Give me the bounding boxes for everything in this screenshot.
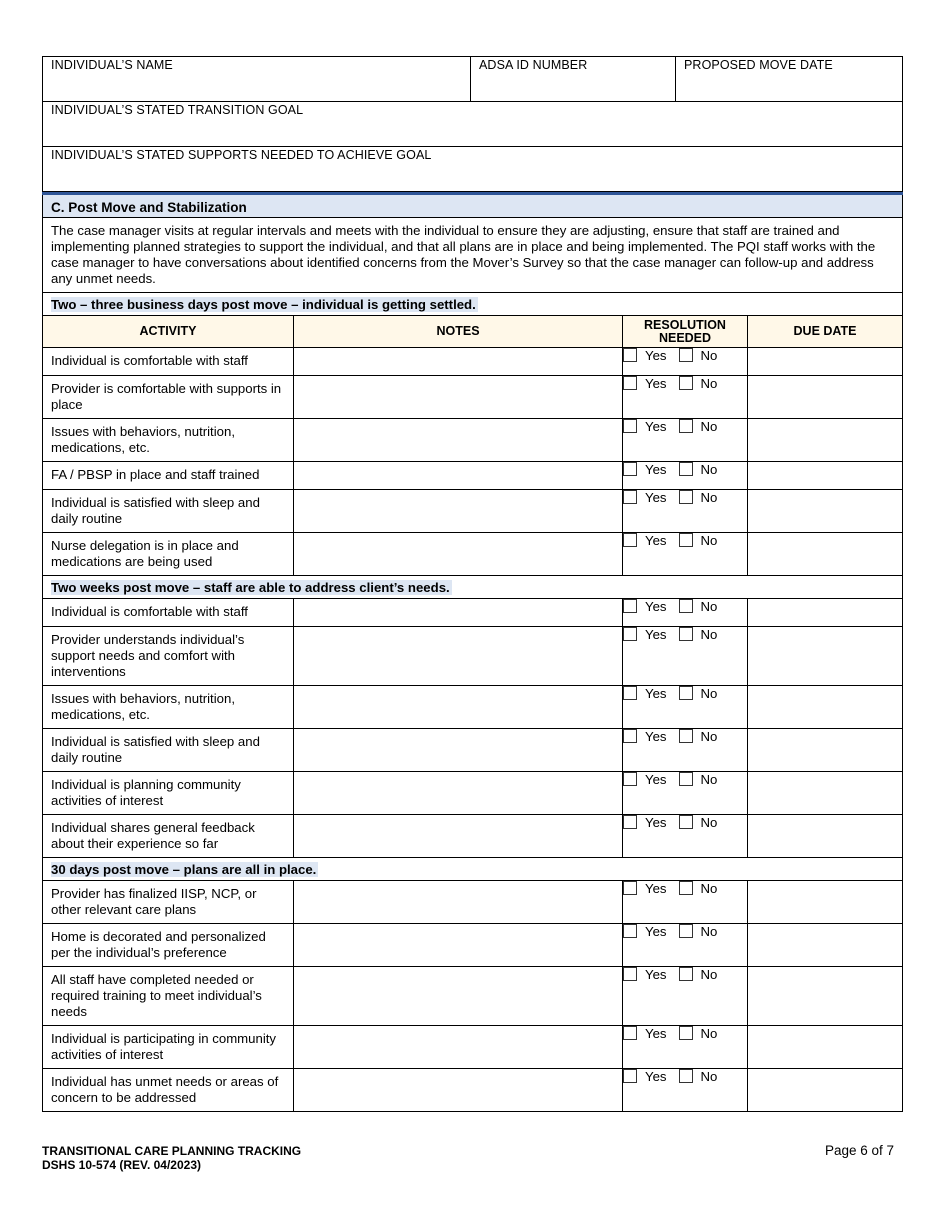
notes-cell[interactable] [294,1026,623,1069]
yes-option[interactable] [623,881,667,897]
yes-checkbox[interactable] [623,348,637,362]
activity-row [43,686,903,729]
resolution-column-header: RESOLUTION NEEDED [623,316,748,348]
transition-form [42,56,902,1112]
activity-cell: Issues with behaviors, nutrition, medications, etc. [43,686,294,729]
no-checkbox[interactable] [679,729,693,743]
resolution-cell [623,599,748,627]
no-checkbox[interactable] [679,815,693,829]
notes-cell[interactable] [294,599,623,627]
individual-name-field[interactable] [43,57,471,102]
resolution-cell [623,772,748,815]
resolution-cell [623,686,748,729]
no-label: No [700,881,718,896]
yes-label: Yes [645,686,667,701]
activity-row [43,533,903,576]
proposed-move-date-field[interactable] [676,57,903,102]
notes-cell[interactable] [294,1069,623,1112]
due-date-cell[interactable] [748,533,903,576]
resolution-cell [623,924,748,967]
no-checkbox[interactable] [679,348,693,362]
yes-option[interactable] [623,1069,667,1085]
yes-label: Yes [645,419,667,434]
notes-cell[interactable] [294,772,623,815]
yes-label: Yes [645,967,667,982]
resolution-cell [623,1069,748,1112]
group-heading [43,858,903,881]
no-option[interactable] [679,348,718,364]
notes-cell[interactable] [294,815,623,858]
activity-cell: Provider is comfortable with supports in place [43,376,294,419]
due-date-cell[interactable] [748,627,903,686]
yes-label: Yes [645,462,667,477]
due-date-cell[interactable] [748,419,903,462]
resolution-cell [623,967,748,1026]
no-checkbox[interactable] [679,490,693,504]
activity-row [43,967,903,1026]
yes-label: Yes [645,1069,667,1084]
yes-label: Yes [645,490,667,505]
group-heading-text: Two – three business days post move – individual is getting settled. [51,296,476,312]
no-option[interactable] [679,815,718,831]
no-option[interactable] [679,967,718,983]
yes-option[interactable] [623,533,667,549]
page-number: Page 6 of 7 [824,1143,894,1158]
notes-cell[interactable] [294,686,623,729]
yes-label: Yes [645,881,667,896]
adsa-id-label: ADSA ID NUMBER [479,58,588,72]
no-option[interactable] [679,686,718,702]
due-date-cell[interactable] [748,967,903,1026]
due-date-cell[interactable] [748,686,903,729]
no-option[interactable] [679,729,718,745]
no-checkbox[interactable] [679,376,693,390]
yes-option[interactable] [623,462,667,478]
yes-checkbox[interactable] [623,1026,637,1040]
activity-row [43,490,903,533]
yes-option[interactable] [623,376,667,392]
no-label: No [700,686,718,701]
section-title: C. Post Move and Stabilization [43,194,903,218]
no-label: No [700,772,718,787]
no-option[interactable] [679,376,718,392]
transition-goal-field[interactable] [43,102,903,147]
yes-checkbox[interactable] [623,1069,637,1083]
activity-cell: Home is decorated and personalized per the individual’s preference [43,924,294,967]
no-checkbox[interactable] [679,599,693,613]
no-option[interactable] [679,772,718,788]
group-heading [43,293,903,316]
no-option[interactable] [679,462,718,478]
activity-cell: Issues with behaviors, nutrition, medications, etc. [43,419,294,462]
due-date-cell[interactable] [748,376,903,419]
due-date-cell[interactable] [748,924,903,967]
due-date-cell[interactable] [748,1069,903,1112]
yes-option[interactable] [623,967,667,983]
activity-cell: Individual has unmet needs or areas of concern to be addressed [43,1069,294,1112]
yes-option[interactable] [623,419,667,435]
due-date-cell[interactable] [748,772,903,815]
notes-cell[interactable] [294,462,623,490]
yes-label: Yes [645,772,667,787]
yes-option[interactable] [623,348,667,364]
activity-row [43,924,903,967]
no-label: No [700,729,718,744]
yes-checkbox[interactable] [623,533,637,547]
no-option[interactable] [679,490,718,506]
no-checkbox[interactable] [679,419,693,433]
yes-option[interactable] [623,686,667,702]
yes-option[interactable] [623,1026,667,1042]
footer-form-info [42,1144,301,1172]
no-label: No [700,533,718,548]
activity-group [43,293,903,576]
resolution-cell [623,533,748,576]
yes-checkbox[interactable] [623,599,637,613]
yes-option[interactable] [623,490,667,506]
no-label: No [700,490,718,505]
activity-row [43,1026,903,1069]
no-option[interactable] [679,599,718,615]
activity-column-header: ACTIVITY [43,316,294,348]
yes-checkbox[interactable] [623,924,637,938]
resolution-cell [623,815,748,858]
no-option[interactable] [679,1026,718,1042]
activity-cell: Individual is comfortable with staff [43,599,294,627]
resolution-cell [623,419,748,462]
resolution-cell [623,376,748,419]
no-label: No [700,967,718,982]
yes-checkbox[interactable] [623,490,637,504]
yes-label: Yes [645,376,667,391]
yes-checkbox[interactable] [623,376,637,390]
yes-label: Yes [645,533,667,548]
activity-cell: Individual is satisfied with sleep and daily routine [43,490,294,533]
yes-checkbox[interactable] [623,772,637,786]
activity-row [43,881,903,924]
section-description: The case manager visits at regular intervals and meets with the individual to ensure they are adjusting, ensure that staff are trained and implementing planned strategies to support the individual, and that all plans are in place and being implemented. The PQI staff works with the case manager to have conversations about identified concerns from the Mover’s Survey so that the case manager can follow-up and address any unmet needs. [43,218,903,293]
no-checkbox[interactable] [679,462,693,476]
no-checkbox[interactable] [679,1026,693,1040]
yes-option[interactable] [623,729,667,745]
activity-cell: All staff have completed needed or required training to meet individual’s needs [43,967,294,1026]
no-label: No [700,1026,718,1041]
no-option[interactable] [679,924,718,940]
yes-label: Yes [645,627,667,642]
yes-checkbox[interactable] [623,686,637,700]
activity-group [43,576,903,858]
no-checkbox[interactable] [679,924,693,938]
yes-option[interactable] [623,924,667,940]
notes-cell[interactable] [294,348,623,376]
no-label: No [700,376,718,391]
notes-cell[interactable] [294,924,623,967]
resolution-cell [623,490,748,533]
activity-cell: Individual is comfortable with staff [43,348,294,376]
no-option[interactable] [679,419,718,435]
yes-label: Yes [645,1026,667,1041]
activity-row [43,376,903,419]
group-heading-text: Two weeks post move – staff are able to address client’s needs. [51,579,450,595]
transition-goal-label: INDIVIDUAL’S STATED TRANSITION GOAL [51,103,304,117]
resolution-cell [623,881,748,924]
activity-cell: Provider has finalized IISP, NCP, or other relevant care plans [43,881,294,924]
yes-checkbox[interactable] [623,967,637,981]
no-checkbox[interactable] [679,772,693,786]
resolution-cell [623,1026,748,1069]
notes-cell[interactable] [294,967,623,1026]
yes-option[interactable] [623,772,667,788]
activity-row [43,419,903,462]
activity-cell: Provider understands individual’s support needs and comfort with interventions [43,627,294,686]
no-label: No [700,348,718,363]
column-headers [43,316,903,348]
activity-cell: Individual is planning community activities of interest [43,772,294,815]
resolution-cell [623,462,748,490]
no-label: No [700,462,718,477]
notes-cell[interactable] [294,881,623,924]
activity-row [43,599,903,627]
supports-needed-label: INDIVIDUAL’S STATED SUPPORTS NEEDED TO ACHIEVE GOAL [51,148,432,162]
activity-cell: Nurse delegation is in place and medications are being used [43,533,294,576]
activity-row [43,627,903,686]
no-label: No [700,815,718,830]
activity-row [43,815,903,858]
resolution-cell [623,348,748,376]
yes-checkbox[interactable] [623,627,637,641]
no-label: No [700,627,718,642]
yes-option[interactable] [623,599,667,615]
activity-row [43,348,903,376]
footer-form-number: DSHS 10-574 (REV. 04/2023) [42,1158,201,1172]
due-date-cell[interactable] [748,815,903,858]
notes-cell[interactable] [294,729,623,772]
identification-table [42,56,903,192]
yes-option[interactable] [623,627,667,643]
activity-row [43,462,903,490]
notes-cell[interactable] [294,533,623,576]
no-label: No [700,1069,718,1084]
proposed-move-date-label: PROPOSED MOVE DATE [684,58,833,72]
due-date-cell[interactable] [748,881,903,924]
no-checkbox[interactable] [679,686,693,700]
due-date-cell[interactable] [748,599,903,627]
notes-column-header: NOTES [294,316,623,348]
yes-label: Yes [645,924,667,939]
activity-cell: Individual is satisfied with sleep and daily routine [43,729,294,772]
yes-checkbox[interactable] [623,729,637,743]
due-date-cell[interactable] [748,1026,903,1069]
activity-row [43,729,903,772]
no-checkbox[interactable] [679,881,693,895]
activity-row [43,1069,903,1112]
no-checkbox[interactable] [679,1069,693,1083]
notes-cell[interactable] [294,627,623,686]
yes-option[interactable] [623,815,667,831]
individual-name-label: INDIVIDUAL’S NAME [51,58,173,72]
post-move-table [42,192,903,1112]
no-option[interactable] [679,627,718,643]
no-label: No [700,599,718,614]
activity-cell: Individual is participating in community activities of interest [43,1026,294,1069]
supports-needed-field[interactable] [43,147,903,192]
yes-checkbox[interactable] [623,462,637,476]
yes-label: Yes [645,348,667,363]
resolution-cell [623,729,748,772]
notes-cell[interactable] [294,490,623,533]
notes-cell[interactable] [294,376,623,419]
due-date-cell[interactable] [748,462,903,490]
group-heading-text: 30 days post move – plans are all in place. [51,861,317,877]
no-option[interactable] [679,533,718,549]
no-label: No [700,419,718,434]
yes-label: Yes [645,599,667,614]
no-option[interactable] [679,1069,718,1085]
group-heading [43,576,903,599]
notes-cell[interactable] [294,419,623,462]
yes-checkbox[interactable] [623,419,637,433]
due-date-column-header: DUE DATE [748,316,903,348]
activity-row [43,772,903,815]
activity-cell: FA / PBSP in place and staff trained [43,462,294,490]
adsa-id-field[interactable] [471,57,676,102]
yes-checkbox[interactable] [623,881,637,895]
yes-checkbox[interactable] [623,815,637,829]
no-checkbox[interactable] [679,967,693,981]
due-date-cell[interactable] [748,729,903,772]
yes-label: Yes [645,815,667,830]
resolution-cell [623,627,748,686]
footer-form-title: TRANSITIONAL CARE PLANNING TRACKING [42,1144,302,1158]
due-date-cell[interactable] [748,348,903,376]
activity-cell: Individual shares general feedback about their experience so far [43,815,294,858]
no-option[interactable] [679,881,718,897]
due-date-cell[interactable] [748,490,903,533]
yes-label: Yes [645,729,667,744]
no-checkbox[interactable] [679,533,693,547]
activity-group [43,858,903,1112]
no-checkbox[interactable] [679,627,693,641]
no-label: No [700,924,718,939]
